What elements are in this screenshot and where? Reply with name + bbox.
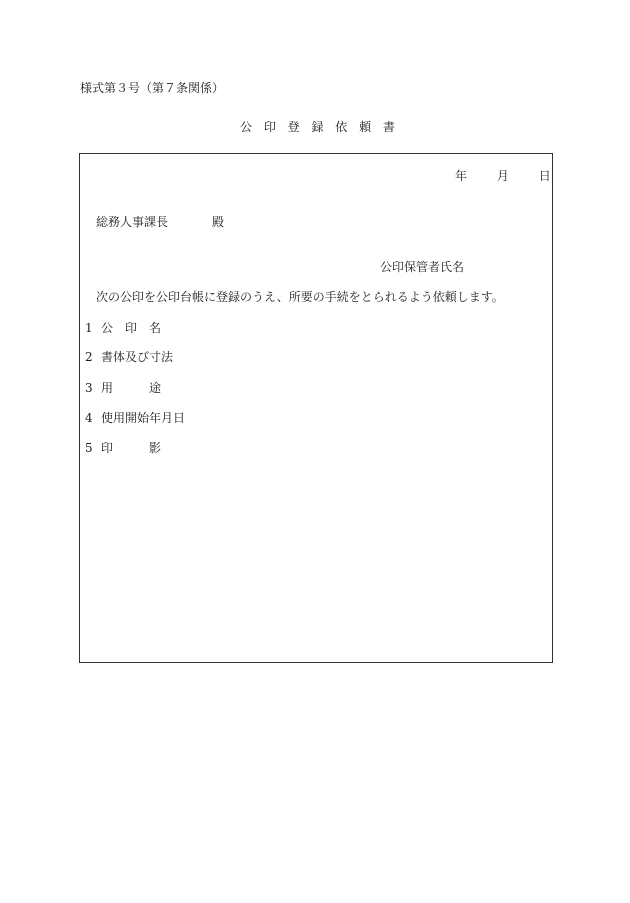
date-line [455,170,551,182]
date-month-label: 月 [496,169,509,183]
list-item-purpose [85,382,161,394]
item-label: 使用開始年月日 [101,411,186,425]
item-label: 公 印 名 [101,321,162,335]
form-frame [79,153,553,663]
item-number: 5 [85,441,93,455]
list-item-seal-name [85,322,161,334]
item-label: 書体及び寸法 [101,350,174,364]
list-item-start-date [85,412,185,424]
item-number: 1 [85,321,93,335]
list-item-seal-impression [85,442,161,454]
form-number: 様式第３号（第７条関係） [80,81,225,95]
item-number: 2 [85,350,93,364]
list-item-typeface-size [85,351,173,363]
seal-keeper-name-label: 公印保管者氏名 [380,260,465,274]
item-number: 4 [85,411,93,425]
addressee: 総務人事課長 [96,215,169,229]
addressee-honorific: 殿 [212,215,225,229]
request-statement: 次の公印を公印台帳に登録のうえ、所要の手続をとられるよう依頼します。 [96,290,504,304]
date-day-label: 日 [538,169,551,183]
page-title: 公 印 登 録 依 頼 書 [240,120,399,134]
date-year-label: 年 [455,169,468,183]
item-number: 3 [85,381,93,395]
item-label: 用 途 [101,381,162,395]
item-label: 印 影 [101,441,162,455]
